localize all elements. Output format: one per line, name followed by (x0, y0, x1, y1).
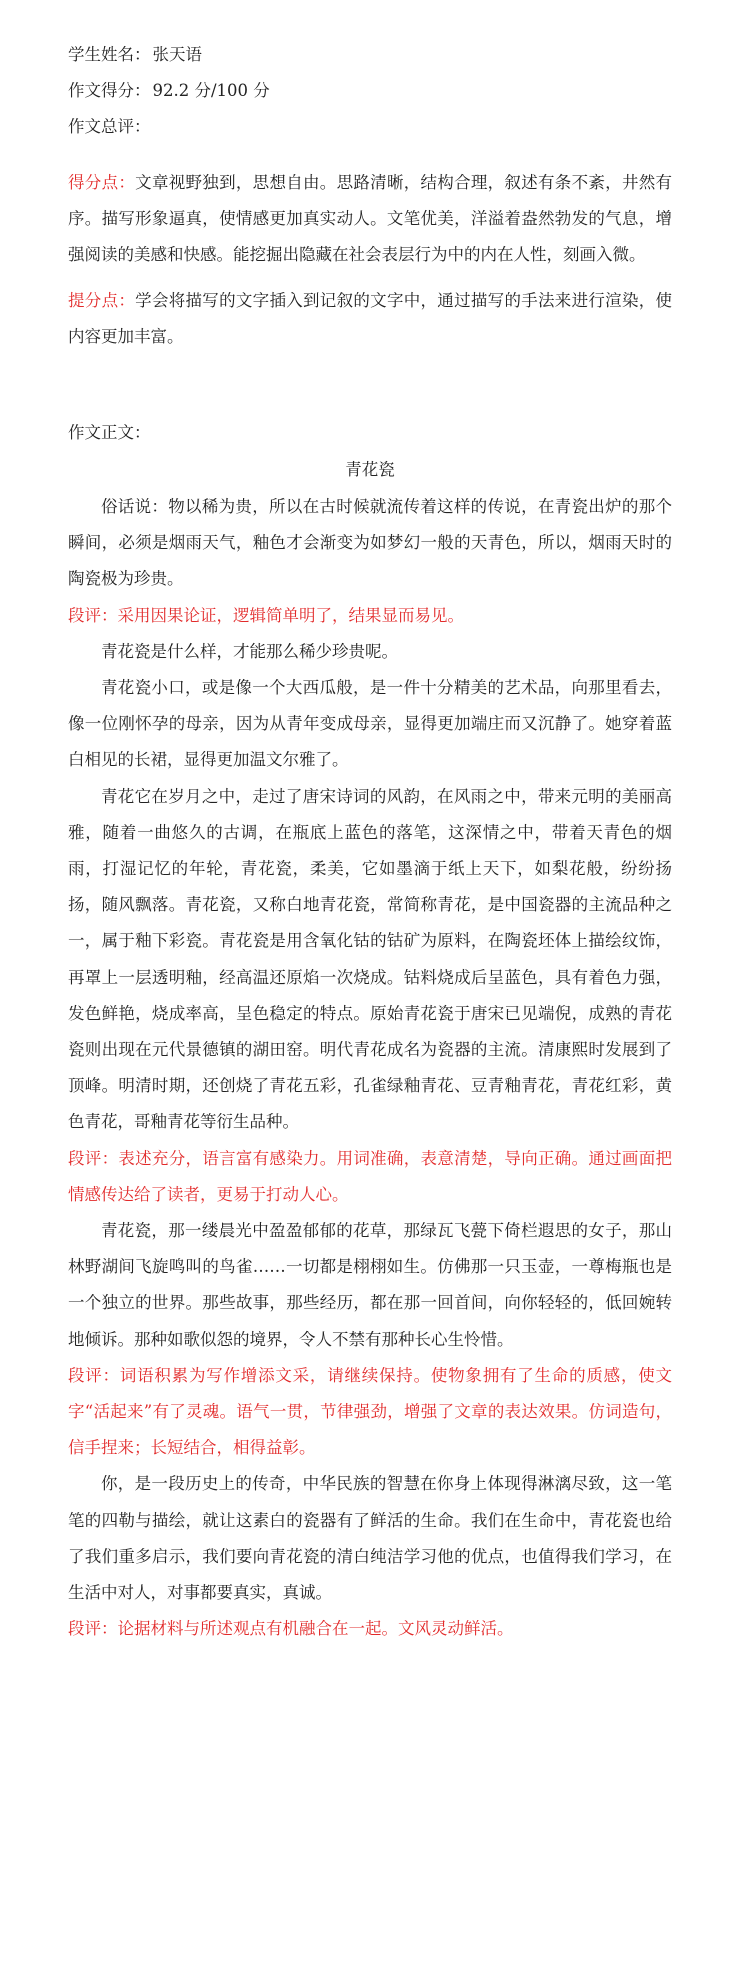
improvement-comment (68, 283, 672, 355)
student-name-value: 张天语 (152, 45, 202, 64)
paragraph-review-4: 段评：论据材料与所述观点有机融合在一起。文风灵动鲜活。 (68, 1619, 514, 1639)
essay-paragraph-1: 俗话说：物以稀为贵，所以在古时候就流传着这样的传说，在青瓷出炉的那个瞬间，必须是烟雨天气，釉色才会渐变为如梦幻一般的天青色，所以，烟雨天时的陶瓷极为珍贵。 (68, 497, 672, 589)
essay-title: 青花瓷 (345, 460, 395, 479)
strengths-comment (68, 165, 672, 273)
essay-body-heading: 作文正文： (68, 423, 151, 442)
essay-score-value: 92.2 分/100 分 (152, 81, 270, 100)
student-name-label: 学生姓名： (68, 45, 151, 64)
improvement-tag: 提分点： (68, 291, 136, 310)
strengths-tag: 得分点： (68, 173, 136, 192)
essay-paragraph-4: 青花它在岁月之中，走过了唐宋诗词的风韵，在风雨之中，带来元明的美丽高雅，随着一曲悠久的古调，在瓶底上蓝色的落笔，这深情之中，带着天青色的烟雨，打湿记忆的年轮，青花瓷，柔美，它如墨滴于纸上天下，如梨花般，纷纷扬扬，随风飘落。青花瓷，又称白地青花瓷，常简称青花，是中国瓷器的主流品种之一，属于釉下彩瓷。青花瓷是用含氧化钴的钴矿为原料，在陶瓷坯体上描绘纹饰，再罩上一层透明釉，经高温还原焰一次烧成。钴料烧成后呈蓝色，具有着色力强，发色鲜艳，烧成率高，呈色稳定的特点。原始青花瓷于唐宋已见端倪，成熟的青花瓷则出现在元代景德镇的湖田窑。明代青花成名为瓷器的主流。清康熙时发展到了顶峰。明清时期，还创烧了青花五彩，孔雀绿釉青花、豆青釉青花，青花红彩，黄色青花，哥釉青花等衍生品种。 (68, 786, 672, 1132)
essay-paragraph-3: 青花瓷小口，或是像一个大西瓜般，是一件十分精美的艺术品，向那里看去，像一位刚怀孕的母亲，因为从青年变成母亲，显得更加端庄而又沉静了。她穿着蓝白相见的长裙，显得更加温文尔雅了。 (68, 678, 672, 770)
essay-paragraph-2: 青花瓷是什么样，才能那么稀少珍贵呢。 (101, 641, 398, 661)
paragraph-review-3: 段评：词语积累为写作增添文采，请继续保持。使物象拥有了生命的质感，使文字“活起来”有了灵魂。语气一贯，节律强劲，增强了文章的表达效果。仿词造句，信手捏来；长短结合，相得益彰。 (68, 1365, 672, 1458)
essay-review-page (68, 37, 672, 1648)
paragraph-review-2: 段评：表述充分，语言富有感染力。用词准确，表意清楚，导向正确。通过画面把情感传达给了读者，更易于打动人心。 (68, 1148, 672, 1204)
essay-paragraph-6: 你，是一段历史上的传奇，中华民族的智慧在你身上体现得淋漓尽致，这一笔笔的四勒与描绘，就让这素白的瓷器有了鲜活的生命。我们在生命中，青花瓷也给了我们重多启示，我们要向青花瓷的清白纯洁学习他的优点，也值得我们学习，在生活中对人，对事都要真实，真诚。 (68, 1474, 672, 1603)
paragraph-review-1: 段评：采用因果论证，逻辑简单明了，结果显而易见。 (68, 605, 464, 625)
overall-review-heading (68, 109, 672, 145)
essay-score-label: 作文得分： (68, 81, 151, 100)
improvement-text: 学会将描写的文字插入到记叙的文字中，通过描写的手法来进行渲染，使内容更加丰富。 (68, 291, 673, 346)
essay-score-line (68, 73, 672, 109)
strengths-text: 文章视野独到，思想自由。思路清晰，结构合理，叙述有条不紊，井然有序。描写形象逼真，使情感更加真实动人。文笔优美，洋溢着盎然勃发的气息，增强阅读的美感和快感。能挖掘出隐藏在社会表层行为中的内在人性，刻画入微。 (68, 173, 673, 264)
essay-paragraph-5: 青花瓷，那一缕晨光中盈盈郁郁的花草，那绿瓦飞甍下倚栏遐思的女子，那山林野湖间飞旋鸣叫的鸟雀……一切都是栩栩如生。仿佛那一只玉壶，一尊梅瓶也是一个独立的世界。那些故事，那些经历，都在那一回首间，向你轻轻的，低回婉转地倾诉。那种如歌似怨的境界，令人不禁有那种长心生怜惜。 (68, 1221, 672, 1349)
overall-review-label: 作文总评： (68, 117, 151, 136)
student-name-line (68, 37, 672, 73)
